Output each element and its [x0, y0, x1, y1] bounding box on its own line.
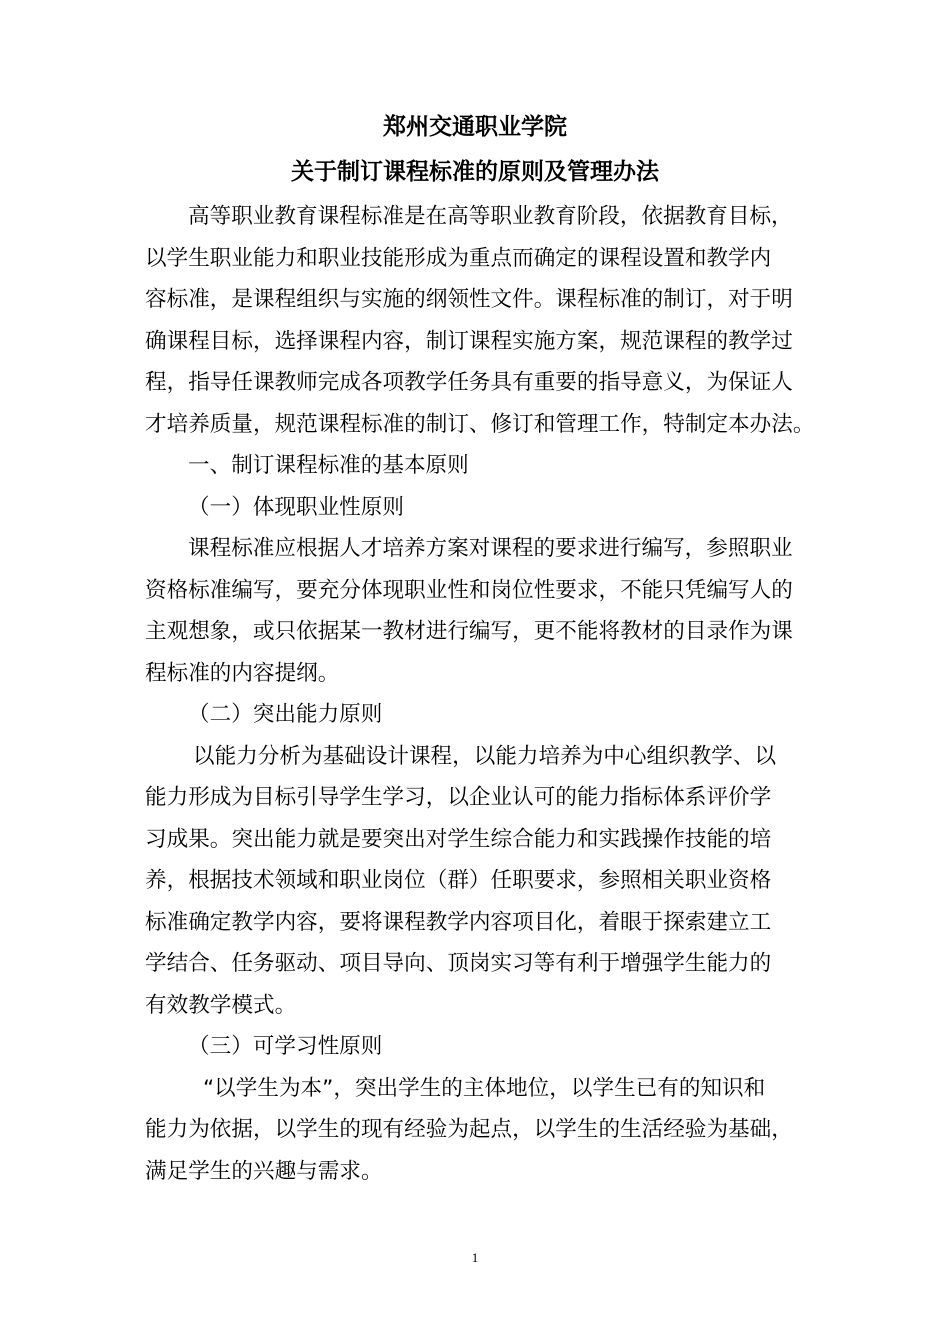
paragraph-intro-line: 确课程目标，选择课程内容，制订课程实施方案，规范课程的教学过	[145, 328, 793, 354]
paragraph-line: 学结合、任务驱动、项目导向、顶岗实习等有利于增强学生能力的	[145, 951, 772, 976]
document-title-institution: 郑州交通职业学院	[383, 114, 567, 140]
paragraph-line: 养，根据技术领域和职业岗位（群）任职要求，参照相关职业资格	[145, 868, 772, 893]
document-body	[145, 196, 815, 1192]
paragraph-line: 标准确定教学内容，要将课程教学内容项目化，着眼于探索建立工	[145, 909, 772, 935]
paragraph-intro-line: 程，指导任课教师完成各项教学任务具有重要的指导意义，为保证人	[145, 370, 793, 395]
paragraph-line: 能力为依据，以学生的现有经验为起点，以学生的生活经验为基础，	[145, 1117, 793, 1142]
paragraph-intro-line: 以学生职业能力和职业技能形成为重点而确定的课程设置和教学内	[145, 245, 772, 271]
page-number: 1	[471, 1250, 479, 1265]
subsection-heading: （二）突出能力原则	[188, 702, 383, 727]
document-title-main: 关于制订课程标准的原则及管理办法	[291, 159, 659, 185]
paragraph-intro-line: 才培养质量，规范课程标准的制订、修订和管理工作，特制定本办法。	[145, 411, 815, 437]
section-heading: 一、制订课程标准的基本原则	[188, 453, 469, 478]
paragraph-line: 能力形成为目标引导学生学习，以企业认可的能力指标体系评价学	[145, 785, 772, 810]
paragraph-line: 资格标准编写，要充分体现职业性和岗位性要求，不能只凭编写人的	[145, 577, 793, 603]
paragraph-line: 程标准的内容提纲。	[145, 660, 340, 686]
paragraph-line: 满足学生的兴趣与需求。	[145, 1158, 383, 1184]
paragraph-line: 主观想象，或只依据某一教材进行编写，更不能将教材的目录作为课	[145, 619, 793, 644]
paragraph-intro-line: 容标准，是课程组织与实施的纲领性文件。课程标准的制订，对于明	[145, 287, 793, 312]
paragraph-line: “以学生为本”，突出学生的主体地位，以学生已有的知识和	[203, 1075, 766, 1101]
paragraph-intro-line: 高等职业教育课程标准是在高等职业教育阶段，依据教育目标，	[188, 204, 793, 229]
paragraph-line: 课程标准应根据人才培养方案对课程的要求进行编写，参照职业	[188, 536, 793, 561]
paragraph-line: 有效教学模式。	[145, 992, 297, 1018]
paragraph-line: 习成果。突出能力就是要突出对学生综合能力和实践操作技能的培	[145, 826, 772, 852]
paragraph-line: 以能力分析为基础设计课程，以能力培养为中心组织教学、以	[193, 743, 777, 769]
subsection-heading: （一）体现职业性原则	[188, 494, 404, 520]
subsection-heading: （三）可学习性原则	[188, 1034, 383, 1059]
